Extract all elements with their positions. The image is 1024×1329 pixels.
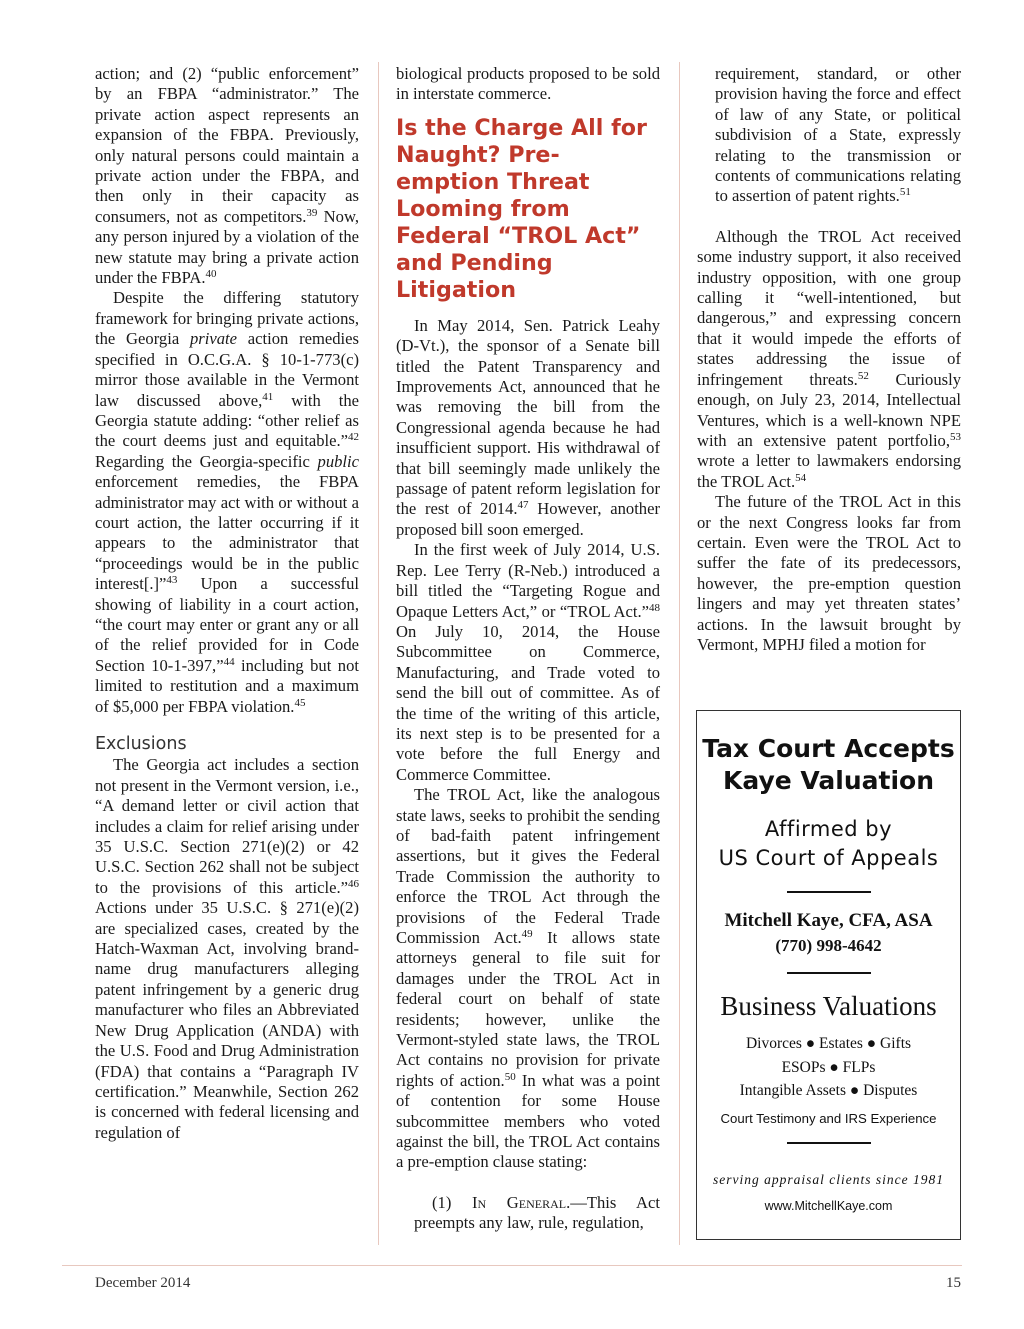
- ad-tagline: serving appraisal clients since 1981: [713, 1171, 944, 1187]
- ad-url[interactable]: www.MitchellKaye.com: [764, 1198, 893, 1213]
- footer-date: December 2014: [95, 1275, 191, 1291]
- column-2: [396, 64, 660, 1234]
- paragraph: In the first week of July 2014, U.S. Rep. Lee Terry (R-Neb.) introduced a bill titled the “Targeting Rogue and Opaque Letters Act,” or “TROL Act.”$^{48}$ On July 10, 2014, the House Subcommittee on Commerce, Manufacturing, and Trade voted to send the bill out of committee. As of the time of the writing of this article, its next step is to be presented for a vote before the full Energy and Commerce Committee.: [396, 540, 660, 784]
- ad-divider: [787, 1142, 871, 1144]
- paragraph: action; and (2) “public enforcement” by an FBPA “administrator.” The private action aspect represents an expansion of the FBPA. Previously, only natural persons could maintain a private action under the FBPA, and then only in their capacity as consumers, not as competitors.$^{39}$ Now, any person injured by a violation of the new statute may bring a private action under the FBPA.$^{40}$: [95, 64, 359, 288]
- paragraph: The Georgia act includes a section not present in the Vermont version, i.e., “A demand letter or civil action that includes a claim for relief arising under 35 U.S.C. Section 271(e)(2) or 42 U.S.C. Section 262 shall not be subject to the provisions of this article.”$^{46}$ Actions under 35 U.S.C. § 271(e)(2) are specialized cases, created by the Hatch-Waxman Act, involving brand-name drug manufacturers alleging patent infringement by a generic drug manufacturer who files an Abbreviated New Drug Application (ANDA) with the U.S. Food and Drug Administration (FDA) that contains a “Paragraph IV certification.” Meanwhile, Section 262 is concerned with federal licensing and regulation of: [95, 755, 359, 1142]
- paragraph: The future of the TROL Act in this or the next Congress looks far from certain. Even were the TROL Act to suffer the fate of its predecessors, however, the pre-emption question lingers and may yet threaten states’ actions. In the lawsuit brought by Vermont, MPHJ filed a motion for: [697, 492, 961, 654]
- ad-divider: [787, 891, 871, 893]
- ad-services: Divorces ● Estates ● Gifts ESOPs ● FLPs Intangible Assets ● Disputes: [739, 1035, 918, 1099]
- page-number: 15: [946, 1275, 961, 1291]
- ad-name: Mitchell Kaye, CFA, ASA: [724, 910, 933, 931]
- paragraph: Despite the differing statutory framework for bringing private actions, the Georgia private action remedies specified in O.C.G.A. § 10-1-773(c) mirror those available in the Vermont law discussed above,$^{41}$ with the Georgia statute adding: “other relief as the court deems just and equitable.”$^{42}$ Regarding the Georgia-specific public enforcement remedies, the FBPA administrator may act with or without a court action, the latter occurring if it appears to the administrator that “proceedings would be in the public interest[.]”$^{43}$ Upon a successful showing of liability in a court action, “the court may enter or grant any or all of the relief provided for in Code Section 10-1-397,”$^{44}$ including but not limited to restitution and a maximum of $5,000 per FBPA violation.$^{45}$: [95, 288, 359, 716]
- ad-divider: [787, 972, 871, 974]
- block-quote: (1) In General.—This Act preempts any law, rule, regulation,: [414, 1192, 660, 1233]
- footer-rule: [62, 1265, 962, 1266]
- section-heading: Exclusions: [95, 734, 187, 754]
- column-3: [697, 64, 961, 655]
- article-heading: Is the Charge All for Naught? Pre-emption Threat Looming from Federal “TROL Act” and Pending Litigation: [396, 114, 647, 303]
- paragraph: The TROL Act, like the analogous state laws, seeks to prohibit the sending of bad-faith patent infringement assertions, but it gives the Federal Trade Commission the authority to enforce the TROL Act through the provisions of the Federal Trade Commission Act.$^{49}$ It allows state attorneys general to file suit for damages under the TROL Act in federal court on behalf of state residents; however, unlike the Vermont-styled state laws, the TROL Act contains no provision for private rights of action.$^{50}$ In what was a point of contention for some House subcommittee members who voted against the bill, the TROL Act contains a pre-emption clause stating:: [396, 785, 660, 1172]
- ad-phone: (770) 998-4642: [775, 936, 882, 955]
- paragraph: In May 2014, Sen. Patrick Leahy (D-Vt.), the sponsor of a Senate bill titled the Patent Transparency and Improvements Act, announced that he was removing the bill from the Congressional agenda because he had insufficient support. His withdrawal of that bill seemingly made unlikely the passage of patent reform legislation for the rest of 2014.47 However, another proposed bill soon emerged.: [396, 315, 660, 539]
- column-divider: [679, 62, 680, 1245]
- ad-title: Tax Court Accepts Kaye Valuation: [702, 734, 955, 795]
- paragraph: biological products proposed to be sold in interstate commerce.: [396, 64, 660, 104]
- ad-subtitle: Affirmed by US Court of Appeals: [718, 817, 939, 870]
- column-divider: [378, 62, 379, 1245]
- paragraph: Although the TROL Act received some industry support, it also received industry opposition, with one group calling it “well-intentioned, but dangerous,” and expressing concern that it would impede the efforts of states addressing the issue of infringement threats.$^{52}$ Curiously enough, on July 23, 2014, Intellectual Ventures, which is a well-known NPE with an extensive patent portfolio,$^{53}$ wrote a letter to lawmakers endorsing the TROL Act.$^{54}$: [697, 226, 961, 491]
- column-1: [95, 64, 359, 1143]
- ad-heading: Business Valuations: [720, 991, 937, 1021]
- advertisement: [696, 710, 961, 1240]
- block-quote: requirement, standard, or other provision having the force and effect of law of any State, or political subdivision of a State, expressly relating to the transmission or contents of communications relating to assertion of patent rights.$^{51}$: [715, 64, 961, 206]
- ad-court-note: Court Testimony and IRS Experience: [720, 1110, 937, 1126]
